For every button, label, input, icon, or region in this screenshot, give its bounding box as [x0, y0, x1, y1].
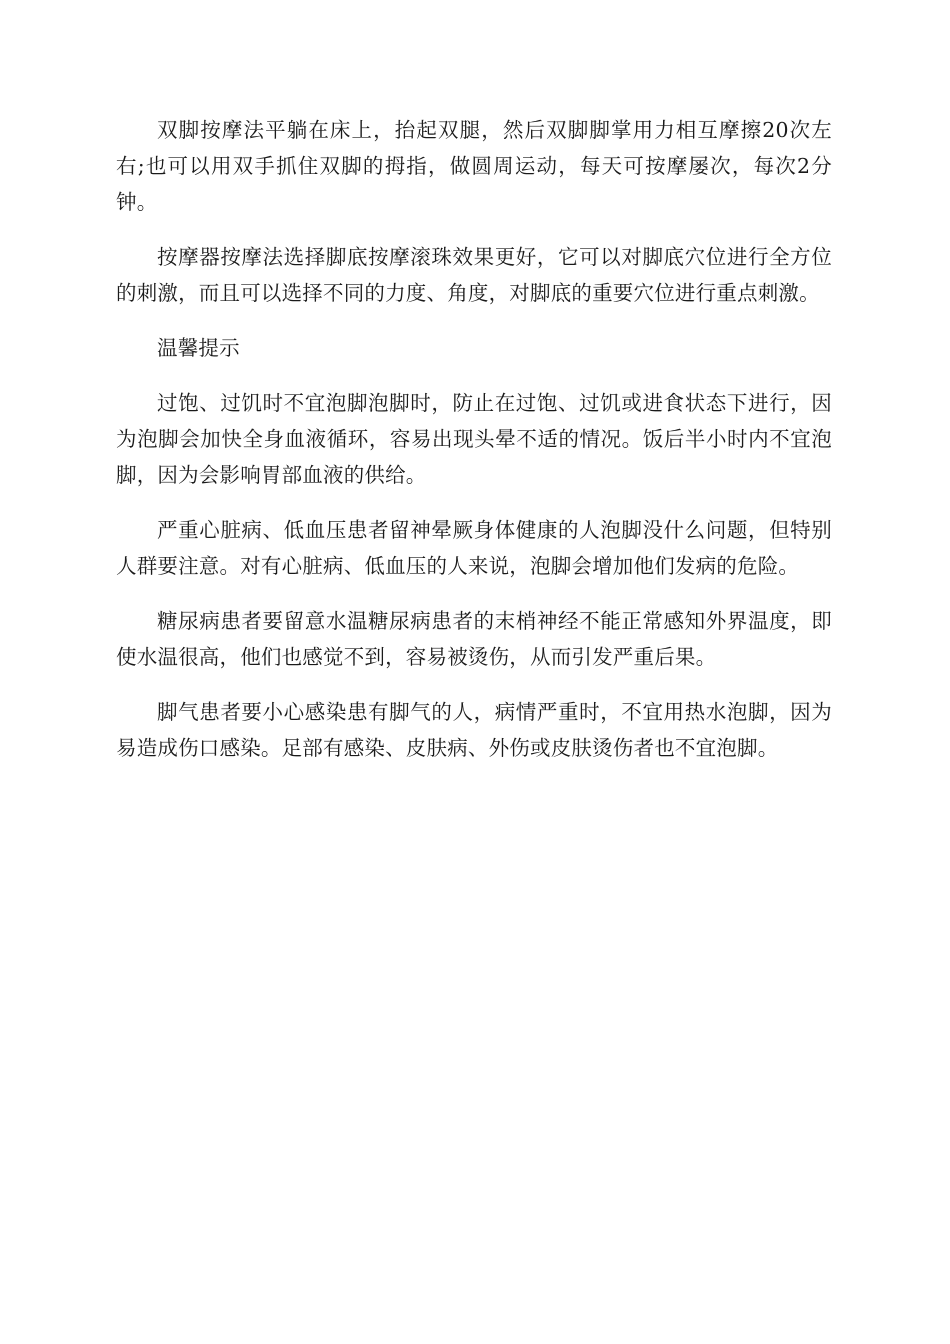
section-heading-tips: 温馨提示: [157, 336, 240, 360]
paragraph-athletes-foot: 脚气患者要小心感染患有脚气的人，病情严重时，不宜用热水泡脚，因为易造成伤口感染。足部有感染、皮肤病、外伤或皮肤烫伤者也不宜泡脚。: [116, 700, 832, 760]
paragraph-foot-massage-method: 双脚按摩法平躺在床上，抬起双腿，然后双脚脚掌用力相互摩擦20次左右;也可以用双手抓住双脚的拇指，做圆周运动，每天可按摩屡次，每次2分钟。: [116, 118, 832, 214]
paragraph-diabetes: 糖尿病患者要留意水温糖尿病患者的末梢神经不能正常感知外界温度，即使水温很高，他们也感觉不到，容易被烫伤，从而引发严重后果。: [116, 609, 832, 669]
paragraph-massager-method: 按摩器按摩法选择脚底按摩滚珠效果更好，它可以对脚底穴位进行全方位的刺激，而且可以选择不同的力度、角度，对脚底的重要穴位进行重点刺激。: [116, 245, 832, 305]
document-body: [116, 112, 832, 766]
paragraph-heart-disease: 严重心脏病、低血压患者留神晕厥身体健康的人泡脚没什么问题，但特别人群要注意。对有心脏病、低血压的人来说，泡脚会增加他们发病的危险。: [116, 518, 832, 578]
paragraph-hunger-fullness: 过饱、过饥时不宜泡脚泡脚时，防止在过饱、过饥或进食状态下进行，因为泡脚会加快全身血液循环，容易出现头晕不适的情况。饭后半小时内不宜泡脚，因为会影响胃部血液的供给。: [116, 391, 832, 487]
